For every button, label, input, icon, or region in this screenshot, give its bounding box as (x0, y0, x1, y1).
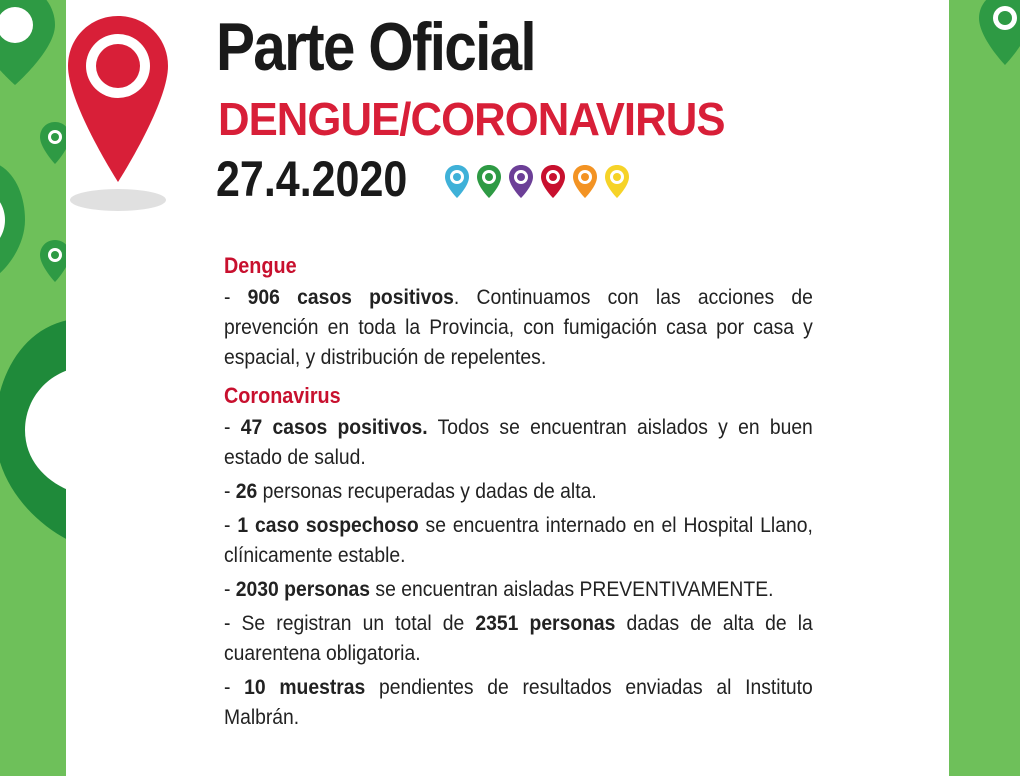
coronavirus-item: - 26 personas recuperadas y dadas de alta. (224, 480, 597, 503)
coronavirus-item: - 2030 personas se encuentran aisladas PREVENTIVAMENTE. (224, 578, 774, 601)
report-date: 27.4.2020 (216, 151, 408, 207)
announcement-card (66, 0, 949, 776)
page-title: Parte Oficial (216, 9, 535, 85)
colored-pins-row (443, 164, 631, 200)
coronavirus-item: - 10 muestras pendientes de resultados enviadas al Instituto Malbrán. (224, 676, 813, 729)
coronavirus-item: - 47 casos positivos. Todos se encuentran aislados y en buen estado de salud. (224, 416, 813, 469)
small-pin-icon (603, 164, 631, 200)
background-pin-icon (0, 310, 70, 550)
dengue-paragraph: - 906 casos positivos. Continuamos con las acciones de prevención en toda la Provincia, con fumigación casa por casa y espacial, y distribución de repelentes. (224, 286, 813, 369)
background-pin-icon (0, 150, 30, 290)
small-pin-icon (571, 164, 599, 200)
background-pin-icon (0, 0, 60, 90)
small-pin-icon (443, 164, 471, 200)
small-pin-icon (539, 164, 567, 200)
small-pin-icon (475, 164, 503, 200)
report-content (224, 250, 816, 733)
background-pin-icon (975, 0, 1020, 70)
coronavirus-item: - Se registran un total de 2351 personas dadas de alta de la cuarentena obligatoria. (224, 612, 813, 665)
coronavirus-item: - 1 caso sospechoso se encuentra internado en el Hospital Llano, clínicamente estable. (224, 514, 813, 567)
coronavirus-heading: Coronavirus (224, 383, 341, 408)
small-pin-icon (507, 164, 535, 200)
dengue-heading: Dengue (224, 253, 297, 278)
location-pin-icon (68, 14, 216, 214)
dengue-cases: 906 casos positivos (247, 286, 454, 309)
page-subtitle: DENGUE/CORONAVIRUS (218, 93, 725, 145)
